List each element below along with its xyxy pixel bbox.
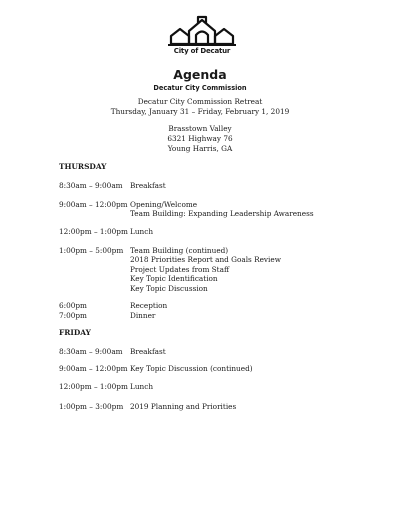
session-item: 2018 Priorities Report and Goals Review <box>130 255 281 265</box>
city-hall-icon <box>168 14 236 48</box>
venue-name: Brasstown Valley <box>168 124 232 133</box>
venue-address: 6321 Highway 76 <box>167 134 233 143</box>
event-name: Decatur City Commission Retreat <box>137 97 263 106</box>
session-time: 8:30am – 9:00am <box>59 181 123 190</box>
city-logo <box>168 14 236 58</box>
session-item: Key Topic Identification <box>130 274 218 284</box>
session-item: Key Topic Discussion (continued) <box>130 364 253 373</box>
session-item: Project Updates from Staff <box>130 264 230 274</box>
session-item: Team Building (continued) <box>130 246 229 255</box>
session-item: Dinner <box>130 311 156 320</box>
logo-text: City of Decatur <box>173 47 231 55</box>
session-item: 2019 Planning and Priorities <box>130 402 237 411</box>
session-time: 1:00pm – 5:00pm <box>59 246 124 255</box>
session-item: Breakfast <box>130 347 166 356</box>
session-time: 8:30am – 9:00am <box>59 347 123 356</box>
session-time: 9:00am – 12:00pm <box>59 364 128 373</box>
session-item: Lunch <box>130 227 154 236</box>
day-heading-thursday: THURSDAY <box>59 162 107 171</box>
session-item: Breakfast <box>130 181 166 190</box>
session-item: Key Topic Discussion <box>130 283 208 293</box>
page-subtitle: Decatur City Commission <box>153 84 247 92</box>
session-time: 6:00pm <box>59 301 87 310</box>
session-time: 12:00pm – 1:00pm <box>59 382 128 391</box>
session-item: Team Building: Expanding Leadership Awareness <box>130 209 314 219</box>
session-item: Reception <box>130 301 168 310</box>
page-title: Agenda <box>173 67 227 82</box>
event-dates: Thursday, January 31 – Friday, February 1, 2019 <box>110 107 290 116</box>
session-time: 12:00pm – 1:00pm <box>59 227 128 236</box>
session-time: 7:00pm <box>59 311 87 320</box>
session-time: 1:00pm – 3:00pm <box>59 402 124 411</box>
session-item: Lunch <box>130 382 154 391</box>
day-heading-friday: FRIDAY <box>59 328 91 337</box>
venue-city: Young Harris, GA <box>167 144 233 153</box>
session-item: Opening/Welcome <box>130 200 198 209</box>
session-time: 9:00am – 12:00pm <box>59 200 128 209</box>
